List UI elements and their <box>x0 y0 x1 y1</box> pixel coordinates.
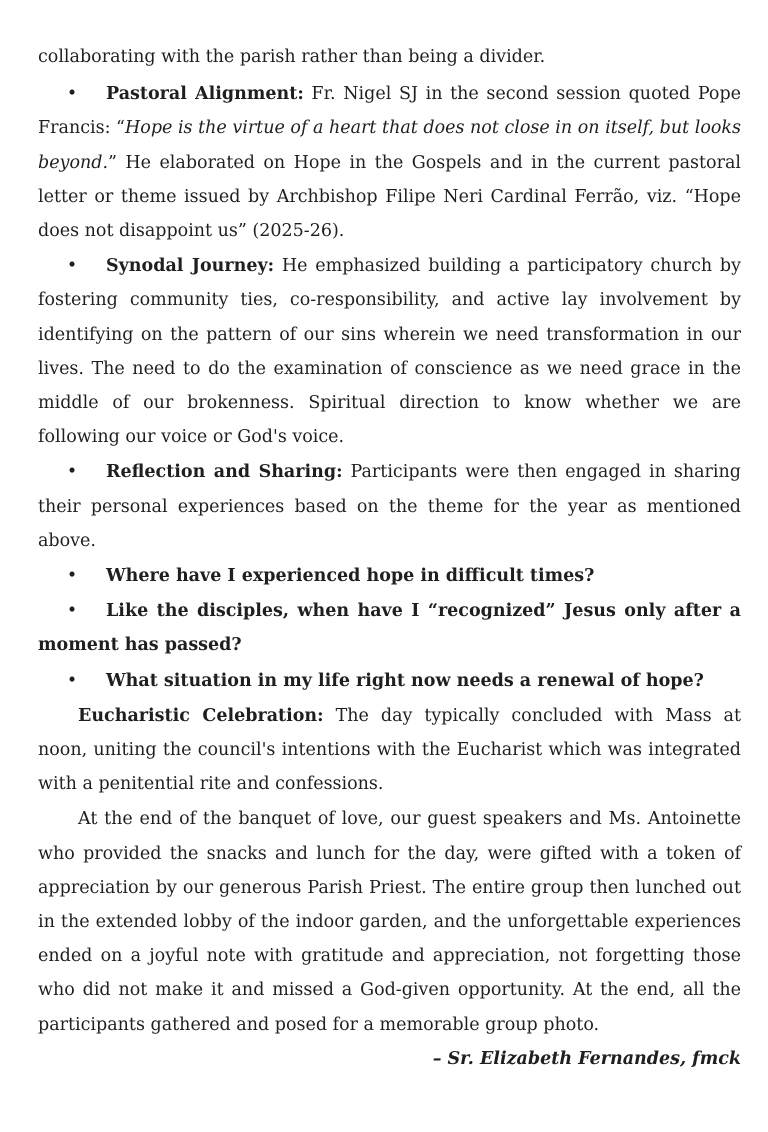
bullet-title: Reflection and Sharing: <box>106 462 343 483</box>
question-item <box>38 664 741 698</box>
eucharistic-celebration <box>38 699 741 802</box>
bullet-dot: • <box>66 256 78 277</box>
intro-tail: collaborating with the parish rather than being a divider. <box>38 47 546 67</box>
eucharist-title: Eucharistic Celebration: <box>78 705 324 726</box>
pope-quote: Hope is the virtue of a heart that does not close in on itself, but looks beyond. <box>38 118 741 173</box>
bullet-dot: • <box>66 84 78 105</box>
question-text: Where have I experienced hope in difficult times? <box>106 566 595 587</box>
bullet-dot: • <box>66 462 78 483</box>
bullet-text: Participants were then engaged in sharing their personal experiences based on the theme for the year as mentioned above. <box>38 462 741 551</box>
bullet-text: Fr. Nigel SJ in the second session quoted Pope Francis: “ <box>38 84 742 139</box>
bullet-dot: • <box>66 670 78 691</box>
bullet-synodal-journey <box>38 249 741 454</box>
bullet-pastoral-alignment <box>38 77 741 248</box>
signature: – Sr. Elizabeth Fernandes, fmck <box>432 1048 741 1069</box>
bullet-title: Synodal Journey: <box>106 256 275 277</box>
question-item <box>38 559 741 593</box>
bullet-text: ” He elaborated on Hope in the Gospels and in the current pastoral letter or theme issued by Archbishop Filipe Neri Cardinal Ferrão, viz. “Hope does not disappoint us” (2025-26). <box>38 152 741 242</box>
eucharist-text: The day typically concluded with Mass at noon, uniting the council's intentions with the Eucharist which was integrated with a penitential rite and confessions. <box>38 705 741 795</box>
bullet-reflection-sharing <box>38 455 741 558</box>
bullet-dot: • <box>66 566 78 587</box>
closing-paragraph: At the end of the banquet of love, our guest speakers and Ms. Antoinette who provided the snacks and lunch for the day, were gifted with a token of appreciation by our generous Parish Priest. The entire group then lunched out in the extended lobby of the indoor garden, and the unforgettable experiences ended on a joyful note with gratitude and appreciation, not forgetting those who did not make it and missed a God-given opportunity. At the end, all the participants gathered and posed for a memorable group photo. <box>38 809 741 1035</box>
bullet-text: He emphasized building a participatory church by fostering community ties, co-responsibility, and active lay involvement by identifying on the pattern of our sins wherein we need transformation in our lives. The need to do the examination of conscience as we need grace in the middle of our brokenness. Spiritual direction to know whether we are following our voice or God's voice. <box>38 256 742 448</box>
question-text: Like the disciples, when have I “recognized” Jesus only after a moment has passed? <box>38 601 741 656</box>
question-item <box>38 594 741 662</box>
bullet-dot: • <box>66 601 78 622</box>
question-text: What situation in my life right now needs a renewal of hope? <box>106 670 704 691</box>
bullet-title: Pastoral Alignment: <box>106 84 304 105</box>
